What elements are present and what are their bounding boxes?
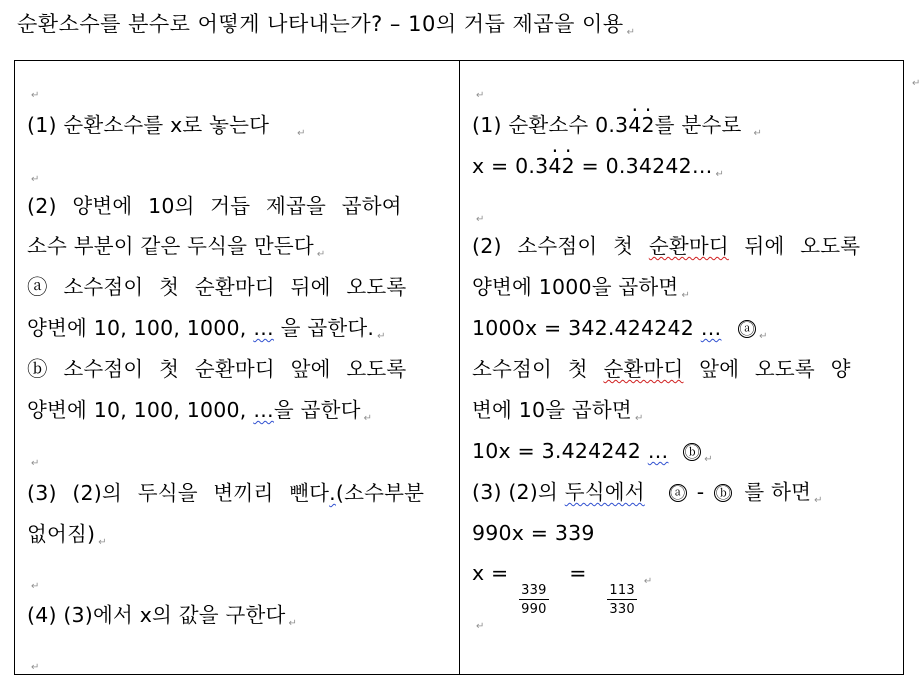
example-line-3 xyxy=(472,234,860,258)
example-text-cont: 를 분수로 xyxy=(654,113,742,137)
fraction-numerator: 339 xyxy=(521,583,547,598)
rule-a-values: 양변에 10, 100, 1000, xyxy=(27,316,254,340)
ellipsis: … xyxy=(647,439,669,463)
spell-flagged-word: 순환마디 xyxy=(603,357,684,381)
empty-line xyxy=(27,79,40,99)
paragraph-mark: ↵ xyxy=(316,249,326,260)
example-line-7 xyxy=(472,398,644,431)
example-text: (1) 순환소수 0.3 xyxy=(472,113,629,137)
empty-line xyxy=(27,163,40,183)
paragraph-mark: ↵ xyxy=(643,576,653,587)
rule-a-end: 을 곱한다. xyxy=(273,316,375,340)
paragraph-mark: ↵ xyxy=(476,621,485,632)
circled-a-mark: ⓐ xyxy=(739,320,755,338)
fraction-answer xyxy=(472,561,652,617)
rule-a-line-2 xyxy=(27,316,386,349)
paragraph-mark: ↵ xyxy=(715,169,725,180)
equation-text: 990x = 339 xyxy=(472,521,595,545)
example-text-cont: 를 하면 xyxy=(744,480,812,504)
step-1 xyxy=(27,113,306,146)
paragraph-mark: ↵ xyxy=(377,331,386,342)
circled-a-mark: ⓐ xyxy=(670,484,686,502)
rule-a-text: 소수점이 첫 순환마디 뒤에 오도록 xyxy=(63,275,407,299)
example-text-cont: 뒤에 오도록 xyxy=(728,234,861,258)
step-2-text: (2) 양변에 10의 거듭 제곱을 곱하여 xyxy=(27,194,402,218)
paragraph-mark: ↵ xyxy=(363,413,373,424)
equation-b xyxy=(472,439,713,472)
title-text: 순환소수를 분수로 어떻게 나타내는가? – 10의 거듭 제곱을 이용 xyxy=(17,12,624,36)
ellipsis: … xyxy=(700,316,722,340)
equation-text: 10x = 3.424242 xyxy=(472,439,648,463)
step-2-line-1 xyxy=(27,194,402,218)
equation-text: 1000x = 342.424242 xyxy=(472,316,701,340)
paragraph-mark: ↵ xyxy=(31,581,40,592)
fraction-denominator: 330 xyxy=(609,602,635,617)
circled-b-mark: ⓑ xyxy=(684,443,700,461)
fraction-denominator: 990 xyxy=(521,602,547,617)
equation-result xyxy=(472,521,595,545)
paragraph-mark: ↵ xyxy=(476,214,485,225)
step-3-line-2 xyxy=(27,522,107,555)
paragraph-mark: ↵ xyxy=(753,128,763,139)
document-title xyxy=(17,8,636,38)
fraction-numerator: 113 xyxy=(609,583,635,598)
paragraph-mark: ↵ xyxy=(626,27,636,38)
example-text: 소수점이 첫 xyxy=(472,357,604,381)
step-4 xyxy=(27,603,297,636)
paragraph-mark: ↵ xyxy=(31,90,40,101)
example-line-9 xyxy=(472,480,823,513)
rule-b-line-2 xyxy=(27,398,372,431)
equals-sign: = xyxy=(569,561,587,585)
repeating-digit: · 2 xyxy=(642,113,655,137)
circled-b-mark: ⓑ xyxy=(715,484,731,502)
example-line-2 xyxy=(472,154,724,187)
rule-b-values: 양변에 10, 100, 1000, xyxy=(27,398,254,422)
paragraph-mark: ↵ xyxy=(98,537,107,548)
minus-sign: - xyxy=(696,480,705,504)
example-line-4 xyxy=(472,275,690,308)
paragraph-mark: ↵ xyxy=(759,331,768,342)
empty-line xyxy=(472,610,485,630)
repeating-digit: · 4 xyxy=(548,154,561,178)
empty-line xyxy=(472,203,485,223)
circled-b-mark: ⓑ xyxy=(27,357,48,381)
ellipsis: … xyxy=(253,398,274,422)
step-3-text: (3) (2)의 두식을 변끼리 뺀다 xyxy=(27,481,330,505)
paragraph-mark: ↵ xyxy=(288,618,298,629)
paragraph-mark: ↵ xyxy=(31,458,40,469)
example-text-cont: 앞에 오도록 양 xyxy=(683,357,851,381)
empty-line xyxy=(27,651,40,671)
paragraph-mark: ↵ xyxy=(297,128,306,139)
step-3-text-cont: (소수부분 xyxy=(335,481,425,505)
example-text: (3) (2)의 xyxy=(472,480,565,504)
rule-b-line-1 xyxy=(27,357,406,381)
spell-flagged-word: 두식에서 xyxy=(564,480,645,504)
repeating-digit: · 4 xyxy=(628,113,641,137)
empty-line xyxy=(27,447,40,467)
paragraph-mark: ↵ xyxy=(476,90,485,101)
rule-b-text: 소수점이 첫 순환마디 앞에 오도록 xyxy=(63,357,407,381)
left-column-steps xyxy=(15,61,460,674)
two-column-table xyxy=(14,60,904,675)
step-2-text-cont: 소수 부분이 같은 두식을 만든다 xyxy=(27,234,314,258)
equation-a xyxy=(472,316,768,349)
fraction-339-990 xyxy=(519,584,548,617)
fraction-113-330 xyxy=(607,584,636,617)
repeating-digit: · 2 xyxy=(562,154,575,178)
paragraph-mark: ↵ xyxy=(31,174,40,185)
step-2-line-2 xyxy=(27,234,326,267)
x-equals: x = xyxy=(472,561,509,585)
paragraph-mark: ↵ xyxy=(814,495,823,506)
step-4-text: (4) (3)에서 x의 값을 구한다 xyxy=(27,603,286,627)
spell-flagged-word: 순환마디 xyxy=(648,234,729,258)
paragraph-mark: ↵ xyxy=(31,662,40,673)
paragraph-mark: ↵ xyxy=(912,78,920,89)
step-1-text: (1) 순환소수를 x로 놓는다 xyxy=(27,113,270,137)
paragraph-mark: ↵ xyxy=(634,413,644,424)
x-definition: x = 0.3 xyxy=(472,154,549,178)
empty-line xyxy=(27,570,40,590)
example-text: 양변에 1000을 곱하면 xyxy=(472,275,679,299)
ellipsis: … xyxy=(253,316,274,340)
example-text: 변에 10을 곱하면 xyxy=(472,398,632,422)
paragraph-mark: ↵ xyxy=(681,290,691,301)
circled-a-mark: ⓐ xyxy=(27,275,48,299)
empty-line xyxy=(472,79,485,99)
example-text: (2) 소수점이 첫 xyxy=(472,234,649,258)
right-column-example xyxy=(460,61,903,674)
example-line-1 xyxy=(472,113,762,146)
step-3-text-end: 없어짐) xyxy=(27,522,96,546)
rule-b-end: 을 곱한다 xyxy=(273,398,361,422)
period-mark: . xyxy=(329,481,336,505)
x-expansion: = 0.34242… xyxy=(574,154,713,178)
example-line-6 xyxy=(472,357,851,381)
paragraph-mark: ↵ xyxy=(704,454,713,465)
rule-a-line-1 xyxy=(27,275,406,299)
step-3-line-1 xyxy=(27,481,424,505)
